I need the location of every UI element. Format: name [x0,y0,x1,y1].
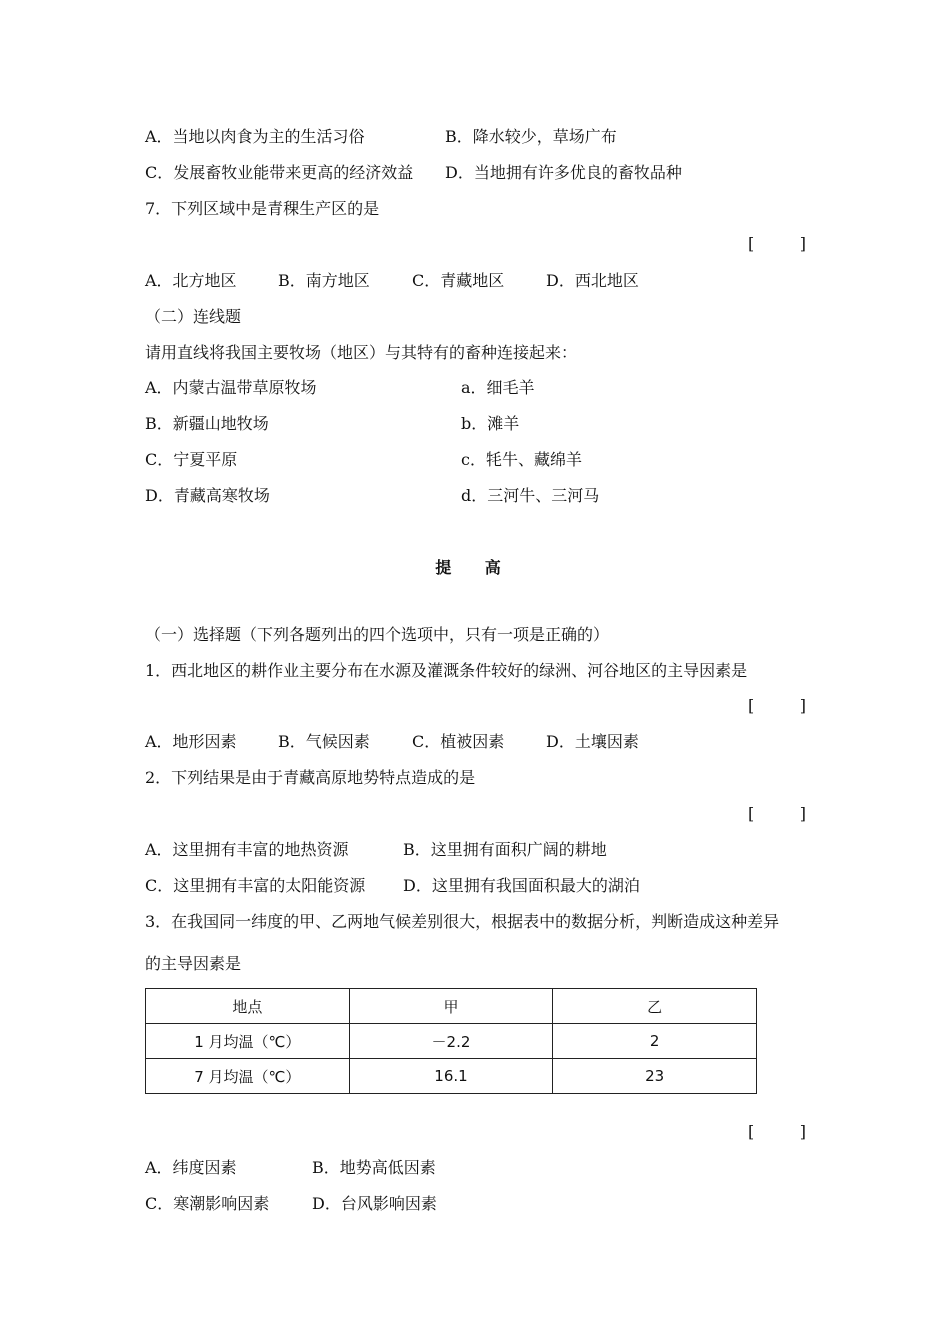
q1-option-b: B．气候因素 [278,732,370,751]
matching-right-item: d．三河牛、三河马 [461,486,600,505]
q3-stem-line2: 的主导因素是 [145,954,242,973]
table-cell: 2 [553,1024,757,1059]
bracket-open: [ [748,696,755,715]
table-header-row [146,989,757,1024]
table-header-cell: 乙 [553,989,757,1024]
q6-option-c: C．发展畜牧业能带来更高的经济效益 [145,163,414,182]
q3-option-b: B．地势高低因素 [312,1158,436,1177]
q2-answer-bracket [748,803,806,825]
table-cell: 7 月均温（℃） [146,1059,350,1094]
matching-right-item: a．细毛羊 [461,378,535,397]
q3-option-a: A．纬度因素 [145,1158,237,1177]
q7-option-a: A．北方地区 [145,271,237,290]
q1-answer-bracket [748,695,806,717]
q2-option-a: A．这里拥有丰富的地热资源 [145,840,349,859]
matching-left-item: A．内蒙古温带草原牧场 [145,378,317,397]
table-cell: 23 [553,1059,757,1094]
q2-option-d: D．这里拥有我国面积最大的湖泊 [403,876,640,895]
matching-header: （二）连线题 [145,307,242,326]
matching-instruction: 请用直线将我国主要牧场（地区）与其特有的畜种连接起来： [145,343,578,362]
table-header-cell: 甲 [349,989,553,1024]
q1-stem: 1．西北地区的耕作业主要分布在水源及灌溉条件较好的绿洲、河谷地区的主导因素是 [145,661,748,680]
q3-option-c: C．寒潮影响因素 [145,1194,270,1213]
q1-option-c: C．植被因素 [412,732,505,751]
table-cell: －2.2 [349,1024,553,1059]
bracket-open: [ [748,234,755,253]
q1-option-a: A．地形因素 [145,732,237,751]
choice-section-header: （一）选择题（下列各题列出的四个选项中，只有一项是正确的） [145,625,610,644]
bracket-open: [ [748,1122,755,1141]
matching-left-item: C．宁夏平原 [145,450,238,469]
bracket-close: ] [799,804,806,823]
bracket-close: ] [799,234,806,253]
table-cell: 1 月均温（℃） [146,1024,350,1059]
matching-right-item: b．滩羊 [461,414,520,433]
q7-option-c: C．青藏地区 [412,271,505,290]
section-title: 提 高 [435,558,515,577]
q6-option-a: A．当地以肉食为主的生活习俗 [145,127,365,146]
q2-option-b: B．这里拥有面积广阔的耕地 [403,840,607,859]
q3-answer-bracket [748,1121,806,1143]
q6-option-d: D．当地拥有许多优良的畜牧品种 [445,163,682,182]
table-row [146,1024,757,1059]
bracket-close: ] [799,696,806,715]
matching-left-item: B．新疆山地牧场 [145,414,269,433]
q2-option-c: C．这里拥有丰富的太阳能资源 [145,876,366,895]
q1-option-d: D．土壤因素 [546,732,639,751]
q7-option-b: B．南方地区 [278,271,370,290]
q6-option-b: B．降水较少，草场广布 [445,127,617,146]
table-row [146,1059,757,1094]
q2-stem: 2．下列结果是由于青藏高原地势特点造成的是 [145,768,476,787]
q7-answer-bracket [748,233,806,255]
matching-left-item: D．青藏高寒牧场 [145,486,270,505]
table-cell: 16.1 [349,1059,553,1094]
bracket-open: [ [748,804,755,823]
bracket-close: ] [799,1122,806,1141]
matching-right-item: c．牦牛、藏绵羊 [461,450,582,469]
q7-option-d: D．西北地区 [546,271,639,290]
q3-stem-line1: 3．在我国同一纬度的甲、乙两地气候差别很大，根据表中的数据分析，判断造成这种差异 [145,912,780,931]
climate-table [145,988,757,1094]
table-header-cell: 地点 [146,989,350,1024]
q7-stem: 7．下列区域中是青稞生产区的是 [145,199,380,218]
q3-option-d: D．台风影响因素 [312,1194,437,1213]
